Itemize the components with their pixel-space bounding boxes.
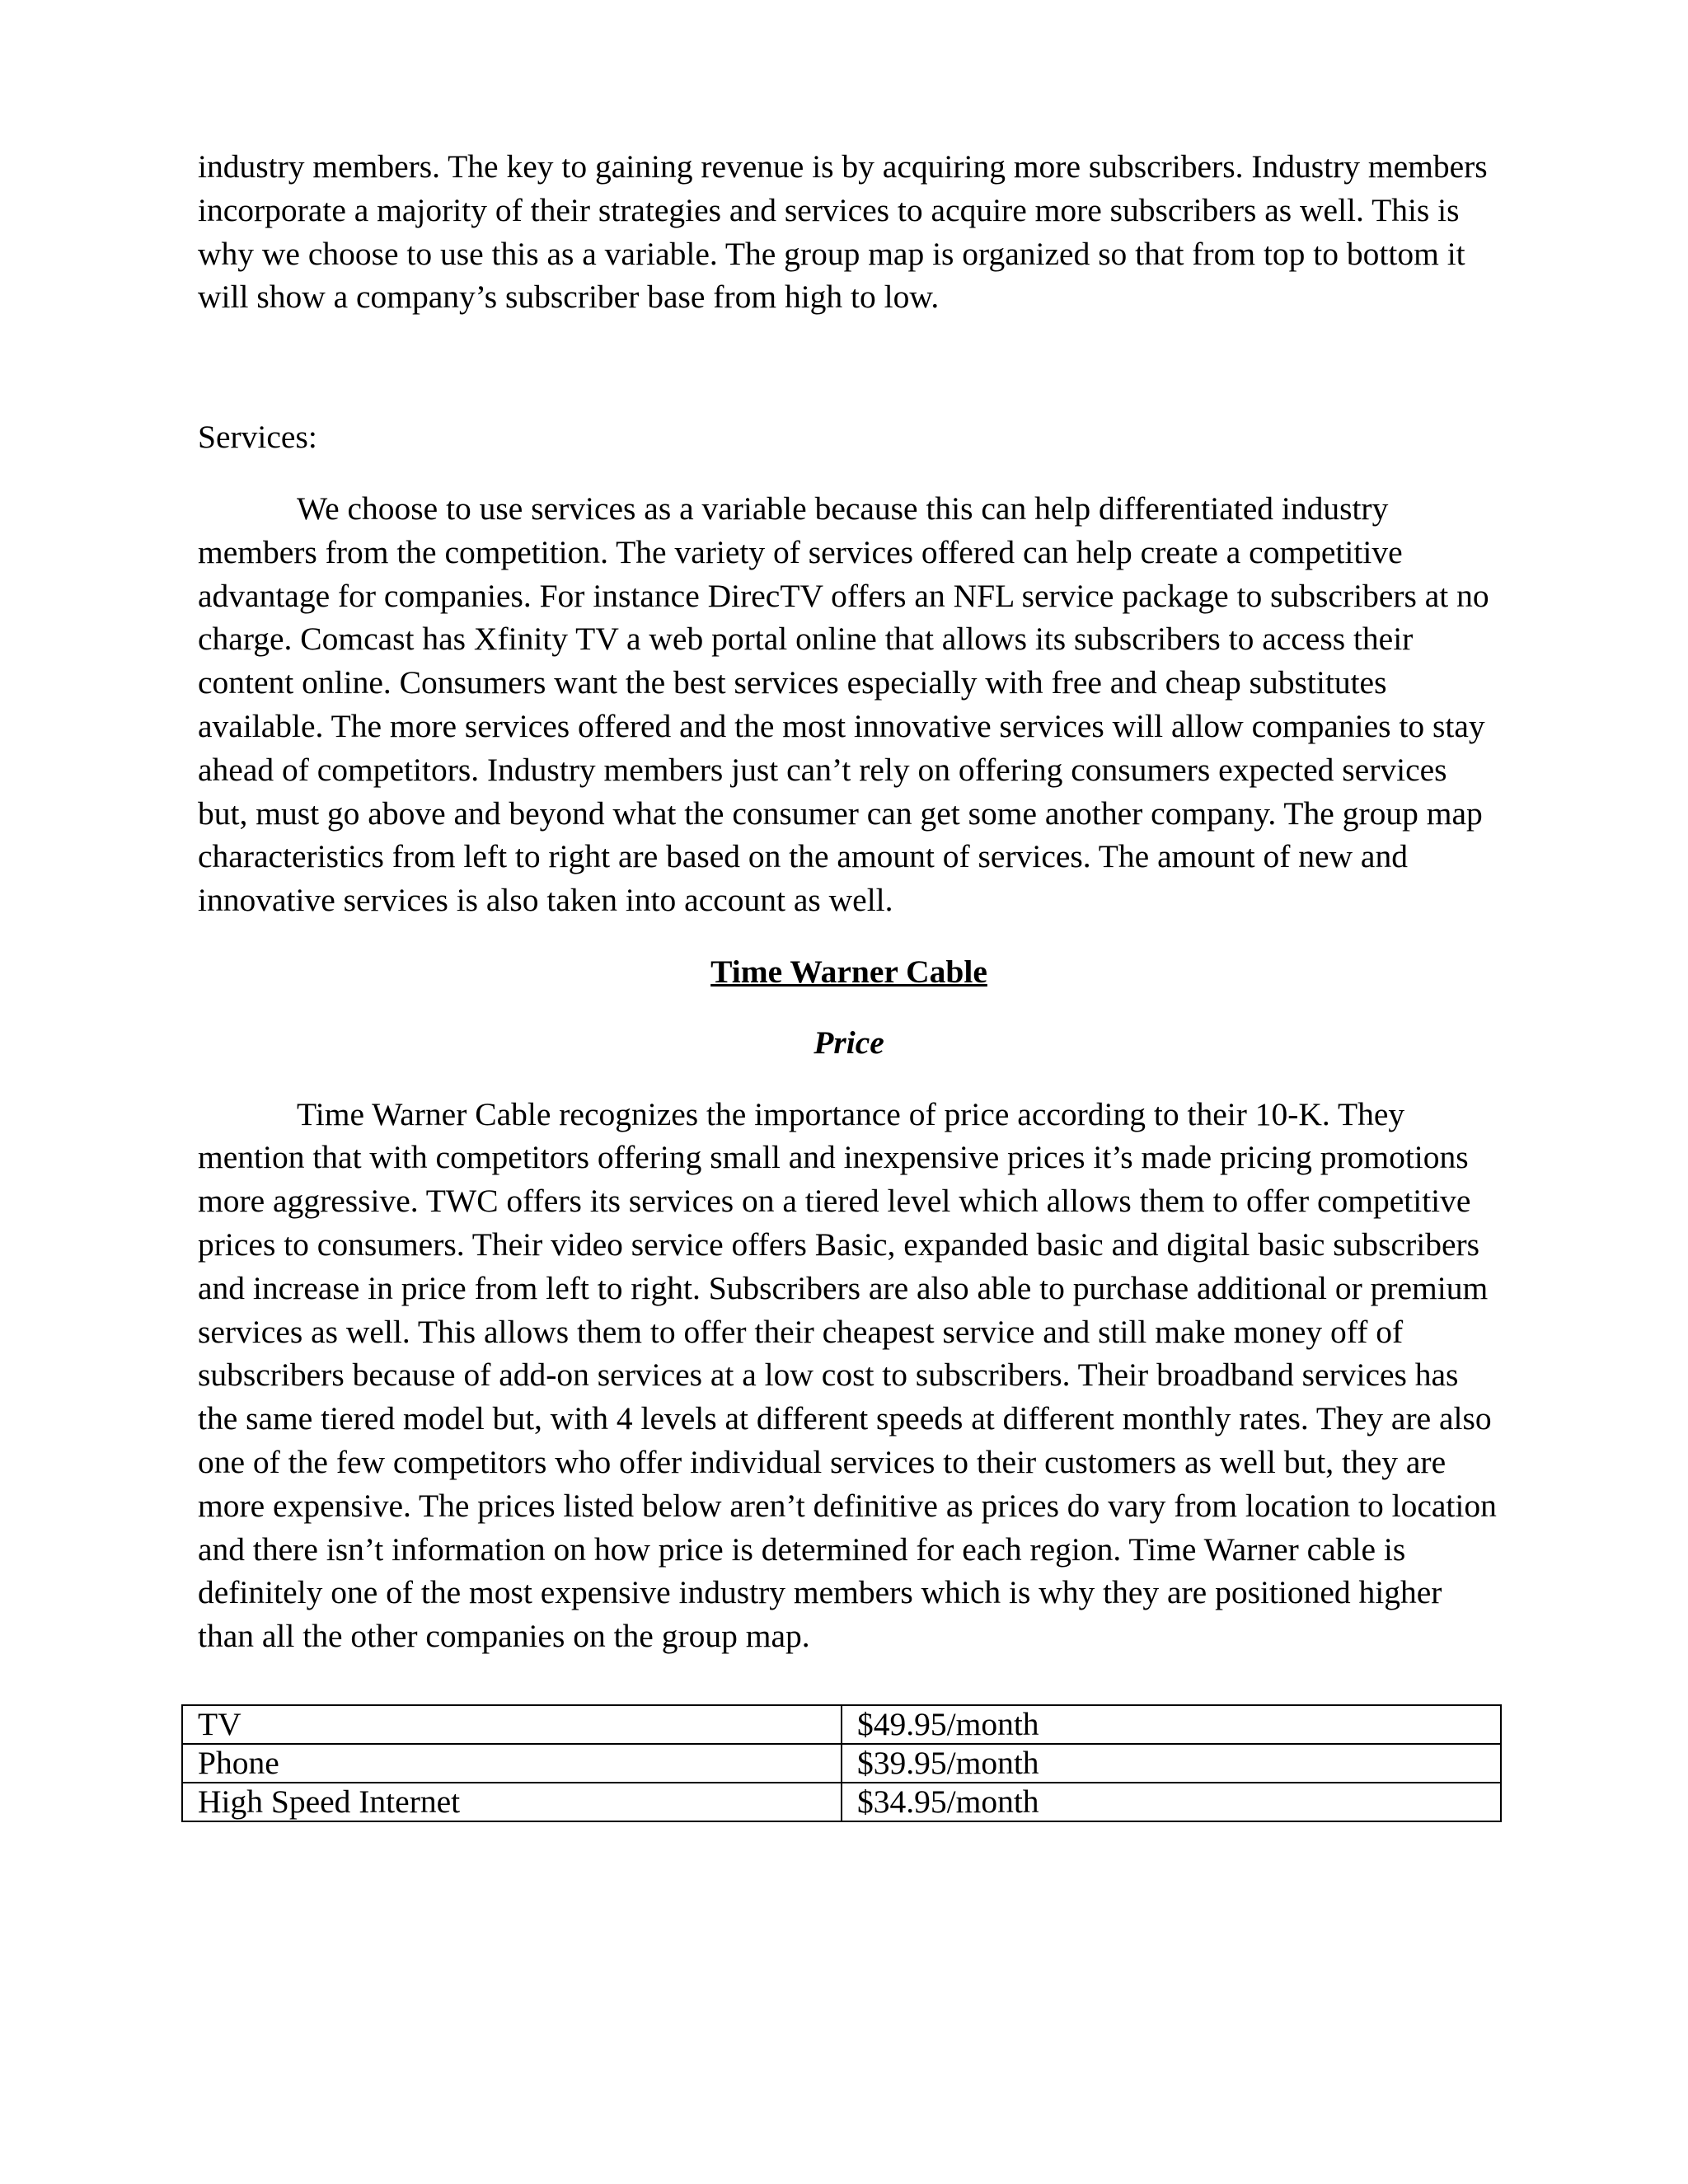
intro-paragraph: industry members. The key to gaining revenue is by acquiring more subscribers. Industry members incorporate a majority of their strategies and services to acquire more subscribers as well. This is why we choose to use this as a variable. The group map is organized so that from top to bottom it will show a company’s subscriber base from high to low. xyxy=(198,148,1488,316)
price-paragraph: Time Warner Cable recognizes the importance of price according to their 10-K. They mention that with competitors offering small and inexpensive prices it’s made pricing promotions more aggressive. TWC offers its services on a tiered level which allows them to offer competitive prices to consumers. Their video service offers Basic, expanded basic and digital basic subscribers and increase in price from left to right. Subscribers are also able to purchase additional or premium services as well. This allows them to offer their cheapest service and still make money off of subscribers because of add-on services at a low cost to subscribers. Their broadband services has the same tiered model but, with 4 levels at different speeds at different monthly rates. They are also one of the few competitors who offer individual services to their customers as well but, they are more expensive. The prices listed below aren’t definitive as prices do vary from location to location and there isn’t information on how price is determined for each region. Time Warner cable is definitely one of the most expensive industry members which is why they are positioned higher than all the other companies on the group map. xyxy=(198,1095,1497,1655)
price-table xyxy=(181,1704,1502,1822)
table-cell-service: Phone xyxy=(182,1744,842,1783)
table-row xyxy=(182,1744,1501,1783)
table-cell-service: TV xyxy=(182,1705,842,1744)
section-subtitle: Price xyxy=(814,1024,884,1061)
section-title: Time Warner Cable xyxy=(710,953,987,990)
table-cell-service: High Speed Internet xyxy=(182,1783,842,1821)
table-cell-price: $49.95/month xyxy=(842,1705,1501,1744)
services-heading: Services: xyxy=(198,419,317,456)
services-paragraph: We choose to use services as a variable because this can help differentiated industry members from the competition. The variety of services offered can help create a competitive advantage for companies. For instance DirecTV offers an NFL service package to subscribers at no charge. Comcast has Xfinity TV a web portal online that allows its subscribers to access their content online. Consumers want the best services especially with free and cheap substitutes available. The more services offered and the most innovative services will allow companies to stay ahead of competitors. Industry members just can’t rely on offering consumers expected services but, must go above and beyond what the consumer can get some another company. The group map characteristics from left to right are based on the amount of services. The amount of new and innovative services is also taken into account as well. xyxy=(198,490,1489,919)
document-body xyxy=(198,145,1500,1658)
table-cell-price: $34.95/month xyxy=(842,1783,1501,1821)
table-cell-price: $39.95/month xyxy=(842,1744,1501,1783)
table-row xyxy=(182,1783,1501,1821)
table-row xyxy=(182,1705,1501,1744)
